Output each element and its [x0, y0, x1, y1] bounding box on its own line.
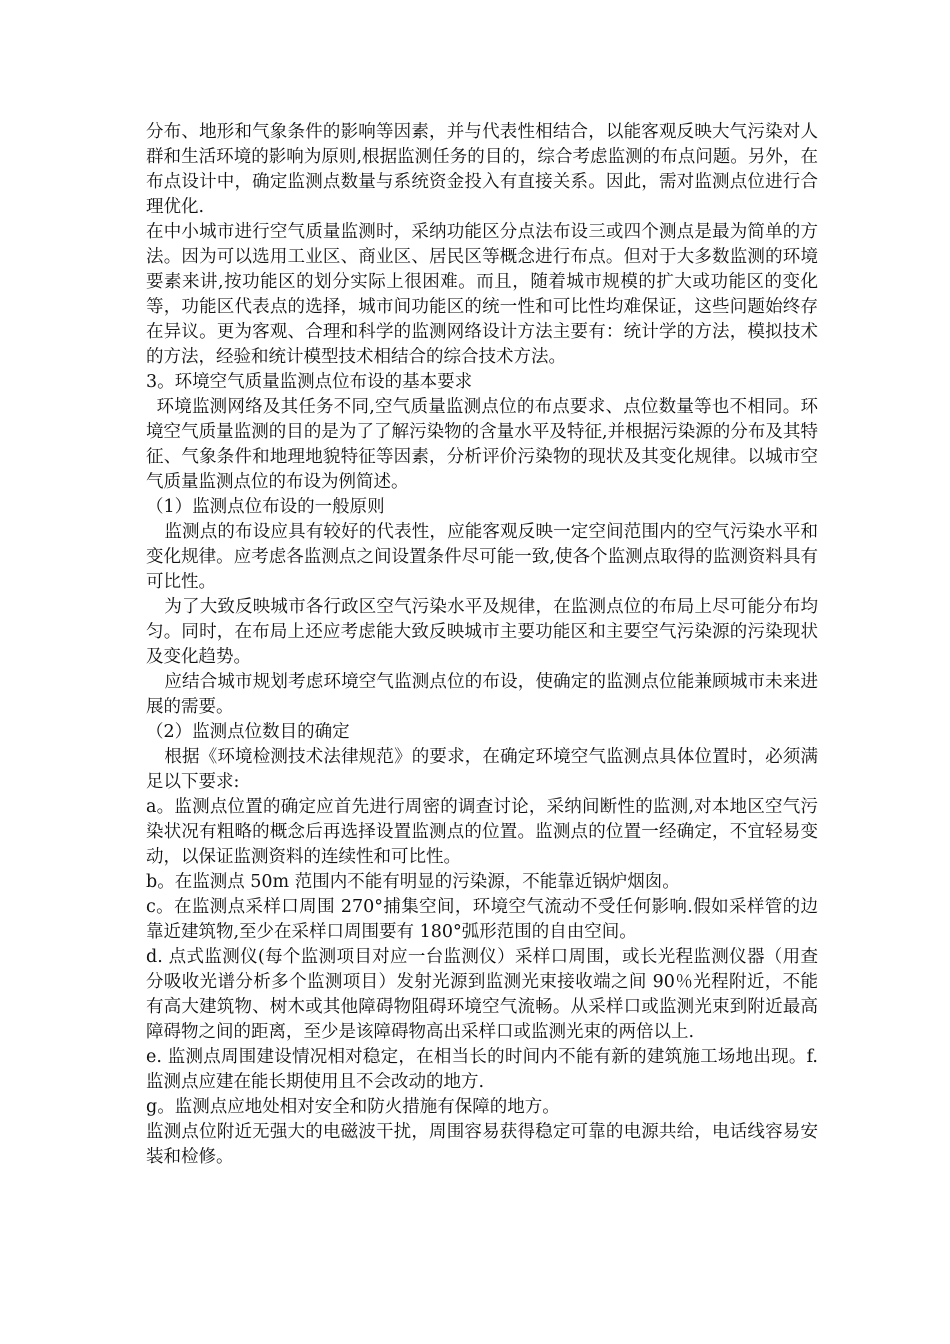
paragraph-intro-continuation: 分布、地形和气象条件的影响等因素，并与代表性相结合，以能客观反映大气污染对人群和生活环境的影响为原则,根据监测任务的目的，综合考虑监测的布点问题。另外，在布点设计中，确定监测点数量与系统资金投入有直接关系。因此，需对监测点位进行合理优化. — [146, 122, 818, 217]
paragraph-requirements-intro: 根据《环境检测技术法律规范》的要求，在确定环境空气监测点具体位置时，必须满足以下要求: — [146, 747, 818, 792]
list-item-a: a。监测点位置的确定应首先进行周密的调查讨论，采纳间断性的监测,对本地区空气污染状况有粗略的概念后再选择设置监测点的位置。监测点的位置一经确定，不宜轻易变动，以保证监测资料的连续性和可比性。 — [146, 797, 818, 867]
list-item-d: d. 点式监测仪(每个监测项目对应一台监测仪）采样口周围，或长光程监测仪器（用查分吸收光谱分析多个监测项目）发射光源到监测光束接收端之间 90％光程附近，不能有高大建筑物、树木或其他障碍物阻碍环境空气流畅。从采样口或监测光束到附近最高障碍物之间的距离，至少是该障碍物高出采样口或监测光束的两倍以上. — [146, 947, 818, 1042]
paragraph-principle-planning: 应结合城市规划考虑环境空气监测点位的布设，使确定的监测点位能兼顾城市未来进展的需要。 — [146, 672, 818, 717]
paragraph-network-requirements: 环境监测网络及其任务不同,空气质量监测点位的布点要求、点位数量等也不相同。环境空气质量监测的目的是为了了解污染物的含量水平及特征,并根据污染源的分布及其特征、气象条件和地理地貌特征等因素，分析评价污染物的现状及其变化规律。以城市空气质量监测点位的布设为例简述。 — [146, 397, 818, 492]
paragraph-principle-distribution: 为了大致反映城市各行政区空气污染水平及规律，在监测点位的布局上尽可能分布均匀。同时，在布局上还应考虑能大致反映城市主要功能区和主要空气污染源的污染现状及变化趋势。 — [146, 597, 818, 667]
list-item-g: g。监测点应地处相对安全和防火措施有保障的地方。 — [146, 1097, 560, 1117]
subsection-heading-1: （1）监测点位布设的一般原则 — [146, 497, 385, 517]
list-item-b: b。在监测点 50m 范围内不能有明显的污染源，不能靠近锅炉烟囱。 — [146, 872, 680, 892]
section-heading-3: 3。环境空气质量监测点位布设的基本要求 — [146, 372, 473, 392]
paragraph-principle-representative: 监测点的布设应具有较好的代表性，应能客观反映一定空间范围内的空气污染水平和变化规律。应考虑各监测点之间设置条件尽可能一致,使各个监测点取得的监测资料具有可比性。 — [146, 522, 818, 592]
list-item-c: c。在监测点采样口周围 270°捕集空间，环境空气流动不受任何影响.假如采样管的边靠近建筑物,至少在采样口周围要有 180°弧形范围的自由空间。 — [146, 897, 818, 942]
paragraph-small-city-monitoring: 在中小城市进行空气质量监测时，采纳功能区分点法布设三或四个测点是最为简单的方法。因为可以选用工业区、商业区、居民区等概念进行布点。但对于大多数监测的环境要素来讲,按功能区的划分实际上很困难。而且，随着城市规模的扩大或功能区的变化等，功能区代表点的选择，城市间功能区的统一性和可比性均难保证，这些问题始终存在异议。更为客观、合理和科学的监测网络设计方法主要有：统计学的方法，模拟技术的方法，经验和统计模型技术相结合的综合技术方法。 — [146, 222, 818, 367]
subsection-heading-2: （2）监测点位数目的确定 — [146, 722, 350, 742]
document-body — [146, 120, 818, 1170]
paragraph-electromagnetic: 监测点位附近无强大的电磁波干扰，周围容易获得稳定可靠的电源共给，电话线容易安装和检修。 — [146, 1122, 818, 1167]
list-item-e-f: e. 监测点周围建设情况相对稳定，在相当长的时间内不能有新的建筑施工场地出现。f. 监测点应建在能长期使用且不会改动的地方. — [146, 1047, 818, 1092]
